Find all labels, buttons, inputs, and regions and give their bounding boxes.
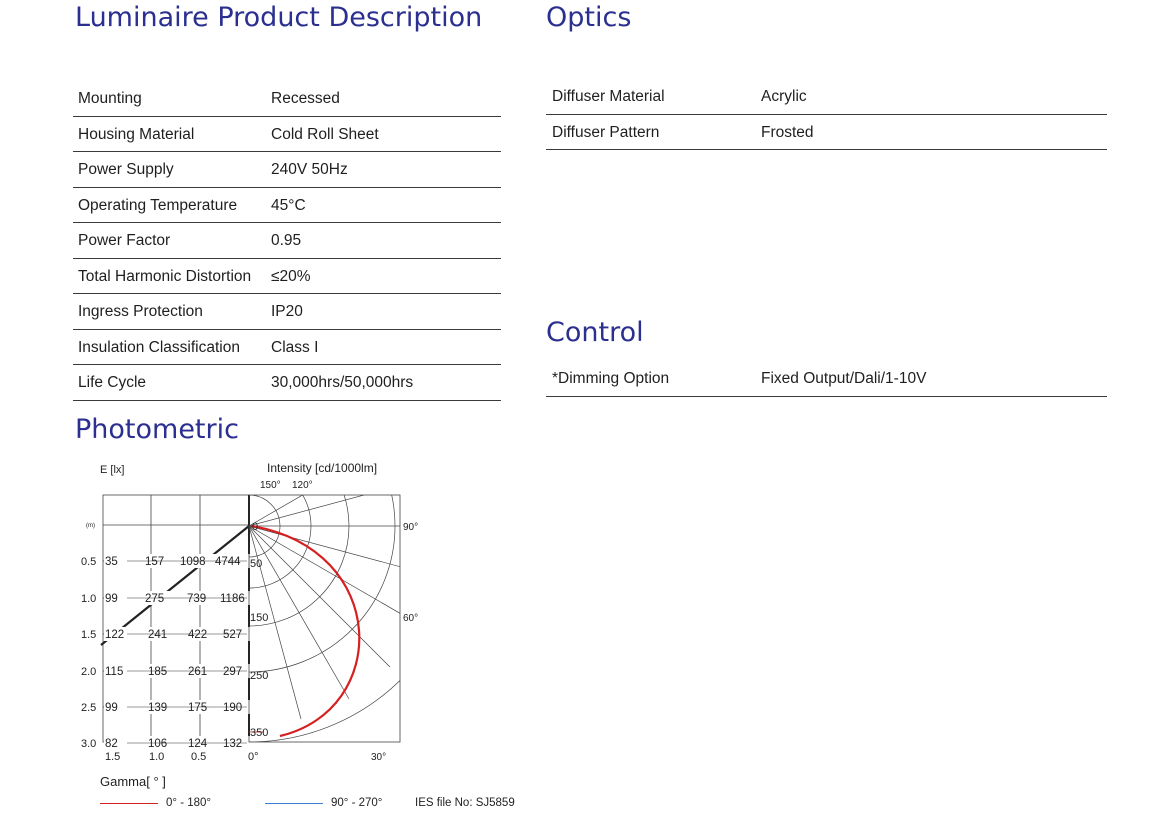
- spec-row-mounting: [73, 81, 501, 117]
- x-tick: 1.5: [105, 751, 121, 763]
- spec-label: Total Harmonic Distortion: [78, 267, 252, 285]
- value-label: 275: [145, 593, 165, 605]
- x-tick: 0.5: [191, 751, 207, 763]
- legend-swatch-red: [100, 803, 158, 804]
- distance-label: 3.0: [81, 738, 97, 750]
- value-label: 124: [188, 738, 208, 750]
- optics-spec-table: [546, 79, 1107, 150]
- spec-value: Fixed Output/Dali/1-10V: [761, 370, 927, 387]
- spec-value: Recessed: [271, 90, 340, 107]
- polar-labels: [250, 461, 418, 763]
- spec-label: Power Supply: [78, 161, 174, 178]
- spec-label: Life Cycle: [78, 374, 147, 391]
- value-label: 1186: [220, 593, 245, 605]
- x-axis-ticks: [105, 751, 259, 763]
- value-label: 261: [188, 666, 208, 678]
- value-label: 241: [148, 629, 168, 641]
- spec-value: IP20: [271, 303, 303, 320]
- spec-label: Insulation Classification: [78, 338, 240, 356]
- control-title: Control: [546, 317, 644, 348]
- legend-label: 90° - 270°: [331, 797, 383, 809]
- spec-row-operating-temperature: [73, 188, 501, 224]
- radial-label: 150: [250, 612, 269, 624]
- legend-item-c90-270: [265, 797, 382, 809]
- ies-file-label: IES file No: SJ5859: [415, 797, 515, 809]
- angle-label: 150°: [260, 480, 281, 491]
- value-label: 1098: [180, 556, 206, 568]
- value-label: 4744: [215, 556, 241, 568]
- y-axis-label: E [lx]: [100, 464, 125, 476]
- x-tick: 0°: [248, 751, 259, 763]
- spec-row-life-cycle: [73, 365, 501, 401]
- distance-label: 1.0: [81, 593, 97, 605]
- value-label: 527: [223, 629, 243, 641]
- spec-row-total-harmonic-distortion: [73, 259, 501, 295]
- distance-label: 0.5: [81, 556, 97, 568]
- angle-label: 30°: [371, 752, 387, 763]
- spec-value: Acrylic: [761, 88, 807, 105]
- angle-label: 120°: [292, 480, 313, 491]
- spec-value: Class I: [271, 338, 319, 356]
- value-label: 106: [148, 738, 168, 750]
- radial-label: 50: [250, 558, 263, 570]
- value-label: 132: [223, 738, 243, 750]
- spec-label: *Dimming Option: [552, 370, 670, 387]
- distance-label: 2.0: [81, 666, 97, 678]
- distance-label: 1.5: [81, 629, 97, 641]
- spec-value: 0.95: [271, 232, 302, 249]
- spec-row-ingress-protection: [73, 294, 501, 330]
- value-label: 157: [145, 556, 165, 568]
- value-label: 422: [188, 629, 208, 641]
- radial-label: 350: [250, 727, 269, 739]
- value-label: 99: [105, 702, 118, 714]
- polar-title: Intensity [cd/1000lm]: [267, 461, 378, 475]
- legend-title: Gamma[ ° ]: [100, 774, 166, 789]
- value-label: 139: [148, 702, 168, 714]
- value-label: 297: [223, 666, 243, 678]
- spec-row-diffuser-material: [546, 79, 1107, 115]
- spec-row-housing-material: [73, 117, 501, 153]
- distance-label: 2.5: [81, 702, 97, 714]
- label-lead-lines: [127, 561, 247, 743]
- legend-swatch-blue: [265, 803, 323, 804]
- legend-label: 0° - 180°: [166, 797, 212, 809]
- spec-value: 45°C: [271, 196, 306, 214]
- control-spec-table: [546, 361, 1107, 397]
- spec-value: Cold Roll Sheet: [271, 125, 379, 143]
- spec-label: Mounting: [78, 90, 142, 107]
- legend-item-c0-180: [100, 797, 211, 809]
- spec-value: ≤20%: [271, 267, 311, 285]
- spec-value: 30,000hrs/50,000hrs: [271, 374, 414, 391]
- product-spec-table: [73, 81, 501, 401]
- value-label: 739: [187, 593, 207, 605]
- value-label: 122: [105, 629, 125, 641]
- x-tick: 1.0: [149, 751, 165, 763]
- intensity-curve-c0-180: [252, 526, 359, 736]
- spec-label: Power Factor: [78, 232, 171, 249]
- product-description-title: Luminaire Product Description: [75, 2, 483, 33]
- spec-label: Operating Temperature: [78, 196, 238, 214]
- value-label: 115: [105, 666, 124, 678]
- photometric-title: Photometric: [75, 414, 239, 445]
- spec-label: Diffuser Pattern: [552, 123, 660, 141]
- angle-label: 90°: [403, 522, 419, 533]
- spec-label: Housing Material: [78, 125, 195, 143]
- spec-value: Frosted: [761, 123, 814, 141]
- spec-value: 240V 50Hz: [271, 161, 348, 178]
- radial-label: 0: [252, 521, 259, 533]
- value-label: 82: [105, 738, 118, 750]
- spec-row-power-factor: [73, 223, 501, 259]
- optics-title: Optics: [546, 2, 632, 33]
- angle-label: 60°: [403, 613, 419, 624]
- value-label: 35: [105, 556, 118, 568]
- photometric-diagram: [70, 455, 430, 775]
- spec-row-power-supply: [73, 152, 501, 188]
- unit-label: (m): [86, 523, 95, 529]
- spec-row-insulation-classification: [73, 330, 501, 366]
- spec-label: Diffuser Material: [552, 88, 665, 105]
- value-label: 185: [148, 666, 168, 678]
- spec-label: Ingress Protection: [78, 303, 203, 320]
- spec-row-diffuser-pattern: [546, 115, 1107, 151]
- value-label: 190: [223, 702, 243, 714]
- value-label: 99: [105, 593, 118, 605]
- spec-row-dimming-option: [546, 361, 1107, 397]
- value-label: 175: [188, 702, 208, 714]
- radial-label: 250: [250, 670, 269, 682]
